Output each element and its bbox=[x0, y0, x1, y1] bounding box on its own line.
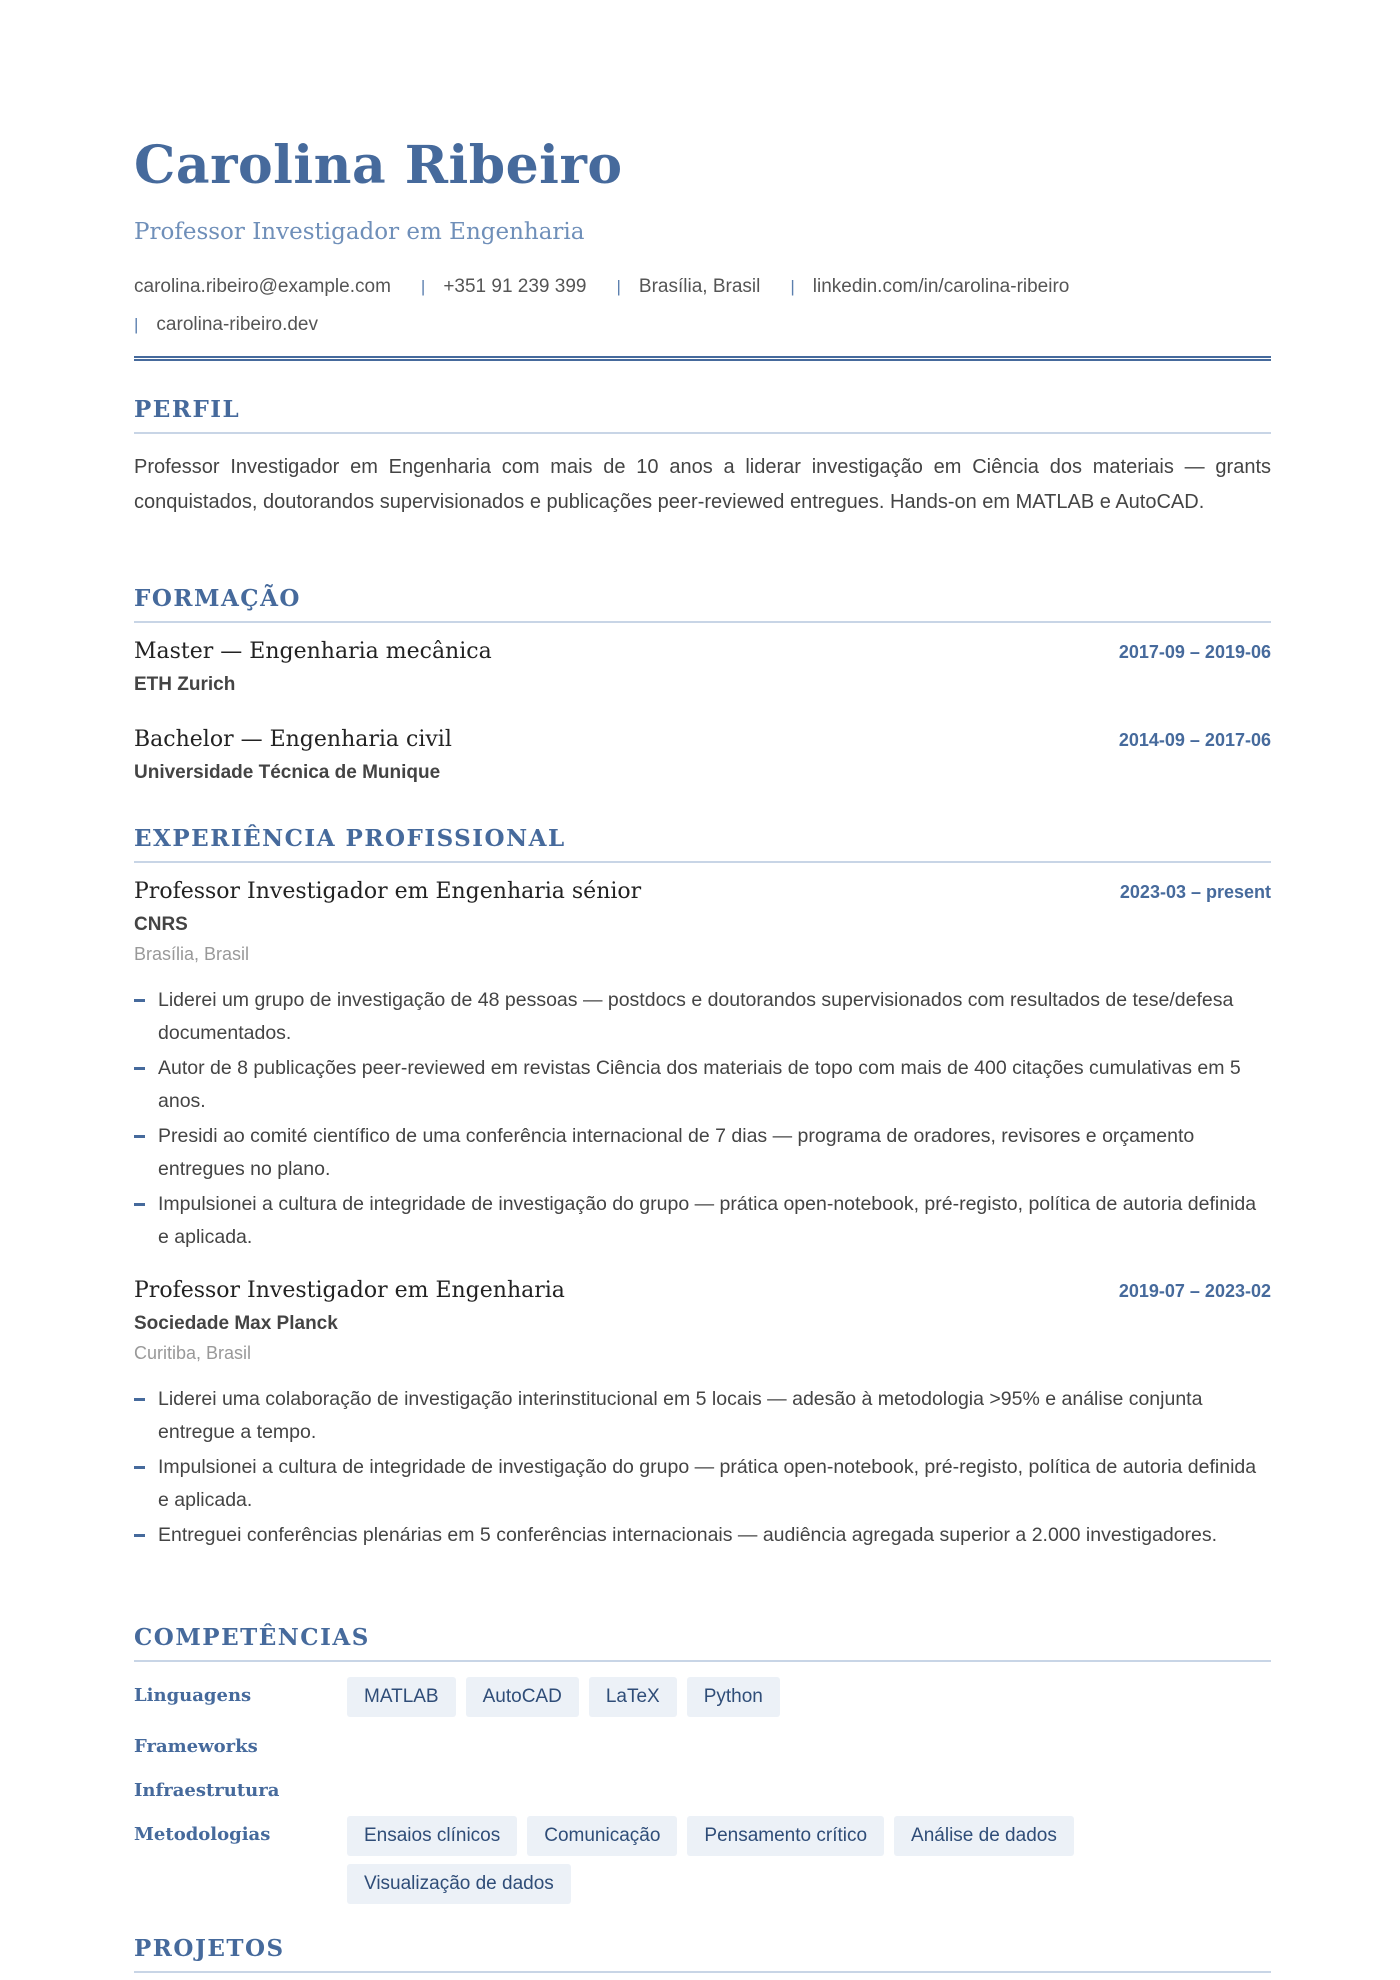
contact-linkedin[interactable] bbox=[790, 268, 1069, 306]
experience-bullets bbox=[134, 984, 1271, 1256]
skill-category-label: Linguagens bbox=[134, 1685, 252, 1706]
skill-category-label: Frameworks bbox=[134, 1736, 258, 1757]
contact-email-text: carolina.ribeiro@example.com bbox=[134, 276, 391, 297]
bullet-dash-icon bbox=[134, 1203, 145, 1206]
bullet-text: Entreguei conferências plenárias em 5 conferências internacionais — audiência agregada superior a 2.000 investigadores. bbox=[158, 1524, 1218, 1546]
bullet-dash-icon bbox=[134, 1534, 145, 1537]
skill-chip-group bbox=[347, 1677, 1271, 1717]
bullet-text: Impulsionei a cultura de integridade de investigação do grupo — prática open-notebook, pré-registo, política de autoria definida e aplicada. bbox=[158, 1193, 1257, 1248]
education-dates: 2014-09 – 2017-06 bbox=[1118, 730, 1271, 750]
section-title-profile: PERFIL bbox=[134, 396, 1271, 434]
education-degree: Bachelor — Engenharia civil bbox=[134, 727, 452, 752]
section-title-experience: EXPERIÊNCIA PROFISSIONAL bbox=[134, 825, 1271, 863]
experience-org: Sociedade Max Planck bbox=[134, 1313, 338, 1334]
skill-chip: Python bbox=[687, 1677, 780, 1717]
contact-phone[interactable] bbox=[421, 268, 587, 306]
bullet-dash-icon bbox=[134, 999, 145, 1002]
contact-location-text: Brasília, Brasil bbox=[638, 276, 761, 297]
bullet-dash-icon bbox=[134, 1067, 145, 1070]
candidate-name: Carolina Ribeiro bbox=[134, 135, 623, 196]
candidate-headline: Professor Investigador em Engenharia bbox=[134, 219, 585, 245]
list-item bbox=[134, 1188, 1271, 1254]
contact-separator: | bbox=[790, 277, 795, 296]
contact-website-text: carolina-ribeiro.dev bbox=[156, 314, 318, 335]
skill-chip-group bbox=[347, 1816, 1271, 1904]
list-item bbox=[134, 1451, 1271, 1517]
skill-chip: Visualização de dados bbox=[347, 1864, 571, 1904]
list-item bbox=[134, 1383, 1271, 1449]
section-title-skills: COMPETÊNCIAS bbox=[134, 1624, 1271, 1662]
contact-separator: | bbox=[420, 277, 426, 296]
experience-dates: 2019-07 – 2023-02 bbox=[1118, 1281, 1271, 1301]
contact-website[interactable] bbox=[134, 306, 318, 344]
section-title-projects: PROJETOS bbox=[134, 1935, 1271, 1973]
experience-org: CNRS bbox=[134, 914, 188, 935]
experience-title: Professor Investigador em Engenharia sénior bbox=[134, 879, 642, 904]
experience-dates: 2023-03 – present bbox=[1119, 882, 1271, 902]
contact-list bbox=[134, 268, 1271, 344]
skill-category-label: Metodologias bbox=[134, 1824, 271, 1845]
education-school: Universidade Técnica de Munique bbox=[134, 762, 441, 783]
bullet-text: Impulsionei a cultura de integridade de investigação do grupo — prática open-notebook, pré-registo, política de autoria definida e aplicada. bbox=[158, 1456, 1257, 1511]
contact-separator: | bbox=[616, 277, 621, 296]
bullet-text: Autor de 8 publicações peer-reviewed em revistas Ciência dos materiais de topo com mais de 400 citações cumulativas em 5 anos. bbox=[158, 1057, 1241, 1112]
bullet-text: Presidi ao comité científico de uma conferência internacional de 7 dias — programa de oradores, revisores e orçamento entregues no plano. bbox=[158, 1125, 1195, 1180]
skill-chip: Análise de dados bbox=[894, 1816, 1074, 1856]
bullet-dash-icon bbox=[134, 1135, 145, 1138]
profile-summary: Professor Investigador em Engenharia com mais de 10 anos a liderar investigação em Ciência dos materiais — grants conquistados, doutorandos supervisionados e publicações peer-reviewed entregues. Hands-on em MATLAB e AutoCAD. bbox=[134, 456, 1271, 513]
experience-location: Curitiba, Brasil bbox=[134, 1343, 252, 1363]
skill-chip: Pensamento crítico bbox=[687, 1816, 884, 1856]
contact-location bbox=[616, 268, 760, 306]
education-degree: Master — Engenharia mecânica bbox=[134, 639, 492, 664]
bullet-text: Liderei um grupo de investigação de 48 pessoas — postdocs e doutorandos supervisionados com resultados de tese/defesa documentados. bbox=[158, 989, 1234, 1044]
experience-bullets bbox=[134, 1383, 1271, 1554]
experience-location: Brasília, Brasil bbox=[134, 944, 250, 964]
education-school: ETH Zurich bbox=[134, 674, 236, 695]
education-dates: 2017-09 – 2019-06 bbox=[1118, 642, 1271, 662]
bullet-text: Liderei uma colaboração de investigação interinstitucional em 5 locais — adesão à metodologia >95% e análise conjunta entregue a tempo. bbox=[158, 1388, 1203, 1443]
skill-chip: Ensaios clínicos bbox=[347, 1816, 517, 1856]
header-divider bbox=[134, 356, 1271, 361]
list-item bbox=[134, 1519, 1271, 1552]
list-item bbox=[134, 1052, 1271, 1118]
skill-chip: LaTeX bbox=[589, 1677, 677, 1717]
contact-separator: | bbox=[134, 315, 139, 334]
bullet-dash-icon bbox=[134, 1466, 145, 1469]
skill-chip: Comunicação bbox=[527, 1816, 677, 1856]
skill-category-label: Infraestrutura bbox=[134, 1780, 280, 1801]
experience-title: Professor Investigador em Engenharia bbox=[134, 1278, 565, 1303]
section-title-education: FORMAÇÃO bbox=[134, 585, 1271, 623]
skill-chip: AutoCAD bbox=[466, 1677, 579, 1717]
bullet-dash-icon bbox=[134, 1398, 145, 1401]
contact-email[interactable] bbox=[134, 268, 391, 306]
contact-phone-text: +351 91 239 399 bbox=[443, 276, 587, 297]
list-item bbox=[134, 1120, 1271, 1186]
contact-linkedin-text: linkedin.com/in/carolina-ribeiro bbox=[812, 276, 1070, 297]
skill-chip: MATLAB bbox=[347, 1677, 456, 1717]
list-item bbox=[134, 984, 1271, 1050]
